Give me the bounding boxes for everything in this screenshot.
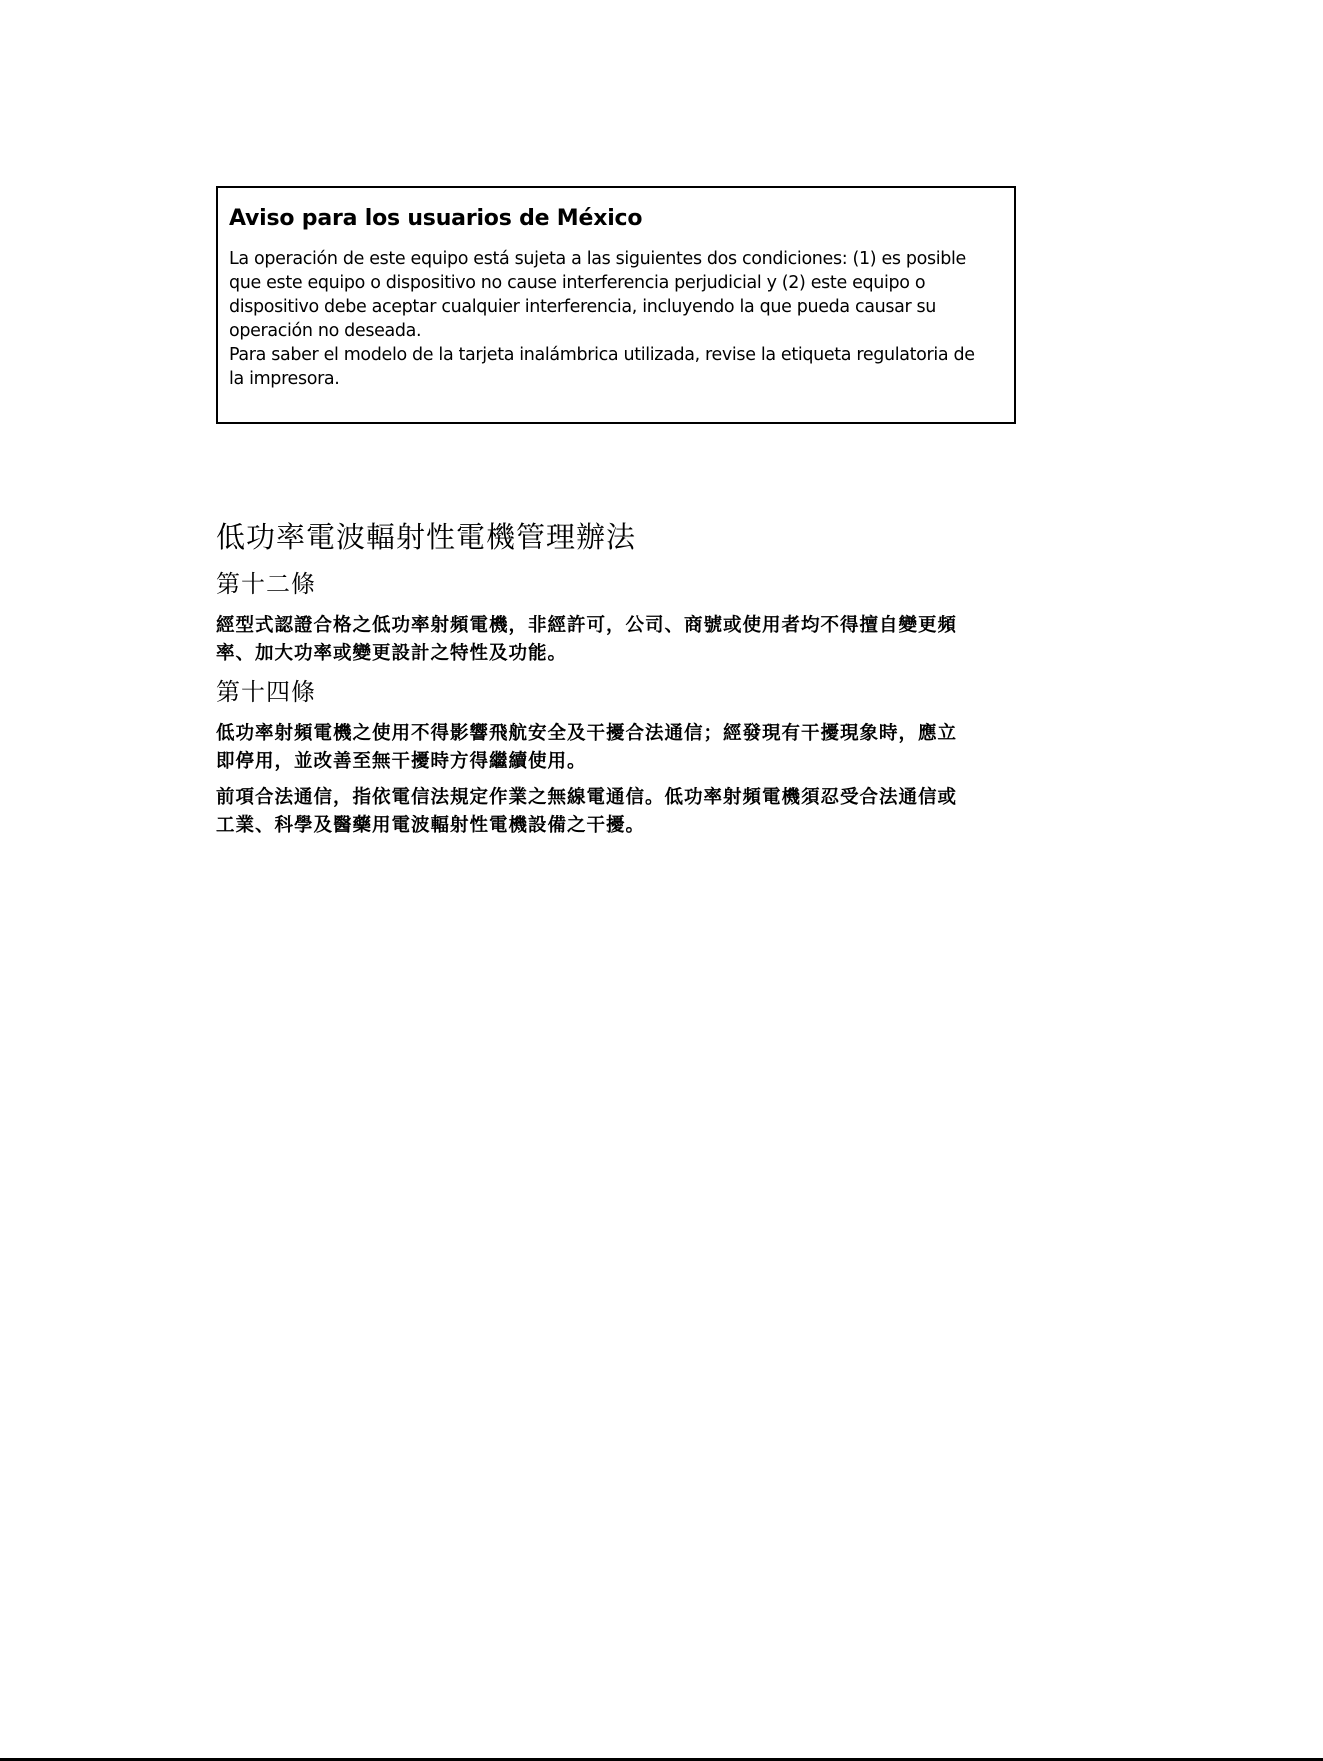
mexico-notice-title: Aviso para los usuarios de México	[229, 206, 643, 231]
mexico-notice-line: Para saber el modelo de la tarjeta inalámbrica utilizada, revise la etiqueta regulatoria de	[229, 345, 975, 365]
taiwan-notice-section	[216, 514, 1026, 840]
article-12-text	[216, 612, 1026, 668]
mexico-notice-box	[216, 186, 1016, 424]
article-14-line: 低功率射頻電機之使用不得影響飛航安全及干擾合法通信；經發現有干擾現象時，應立	[216, 723, 958, 744]
taiwan-notice-title: 低功率電波輻射性電機管理辦法	[216, 520, 637, 554]
article-14-line: 即停用，並改善至無干擾時方得繼續使用。	[216, 751, 587, 772]
mexico-notice-line: la impresora.	[229, 369, 340, 389]
article-14-line: 工業、科學及醫藥用電波輻射性電機設備之干擾。	[216, 815, 646, 836]
mexico-notice-line: operación no deseada.	[229, 321, 422, 341]
mexico-notice-line: que este equipo o dispositivo no cause interferencia perjudicial y (2) este equipo o	[229, 273, 926, 293]
mexico-notice-line: dispositivo debe aceptar cualquier interferencia, incluyendo la que pueda causar su	[229, 297, 937, 317]
article-12-line: 經型式認證合格之低功率射頻電機，非經許可，公司、商號或使用者均不得擅自變更頻	[216, 615, 958, 636]
article-12-heading: 第十二條	[216, 570, 316, 598]
article-14-paragraph-2	[216, 784, 1026, 840]
article-14-line: 前項合法通信，指依電信法規定作業之無線電通信。低功率射頻電機須忍受合法通信或	[216, 787, 958, 808]
mexico-notice-line: La operación de este equipo está sujeta a las siguientes dos condiciones: (1) es posible	[229, 249, 966, 269]
mexico-notice-body	[229, 247, 1002, 391]
article-14-paragraph-1	[216, 720, 1026, 776]
article-12-line: 率、加大功率或變更設計之特性及功能。	[216, 643, 568, 664]
article-14-heading: 第十四條	[216, 678, 316, 706]
